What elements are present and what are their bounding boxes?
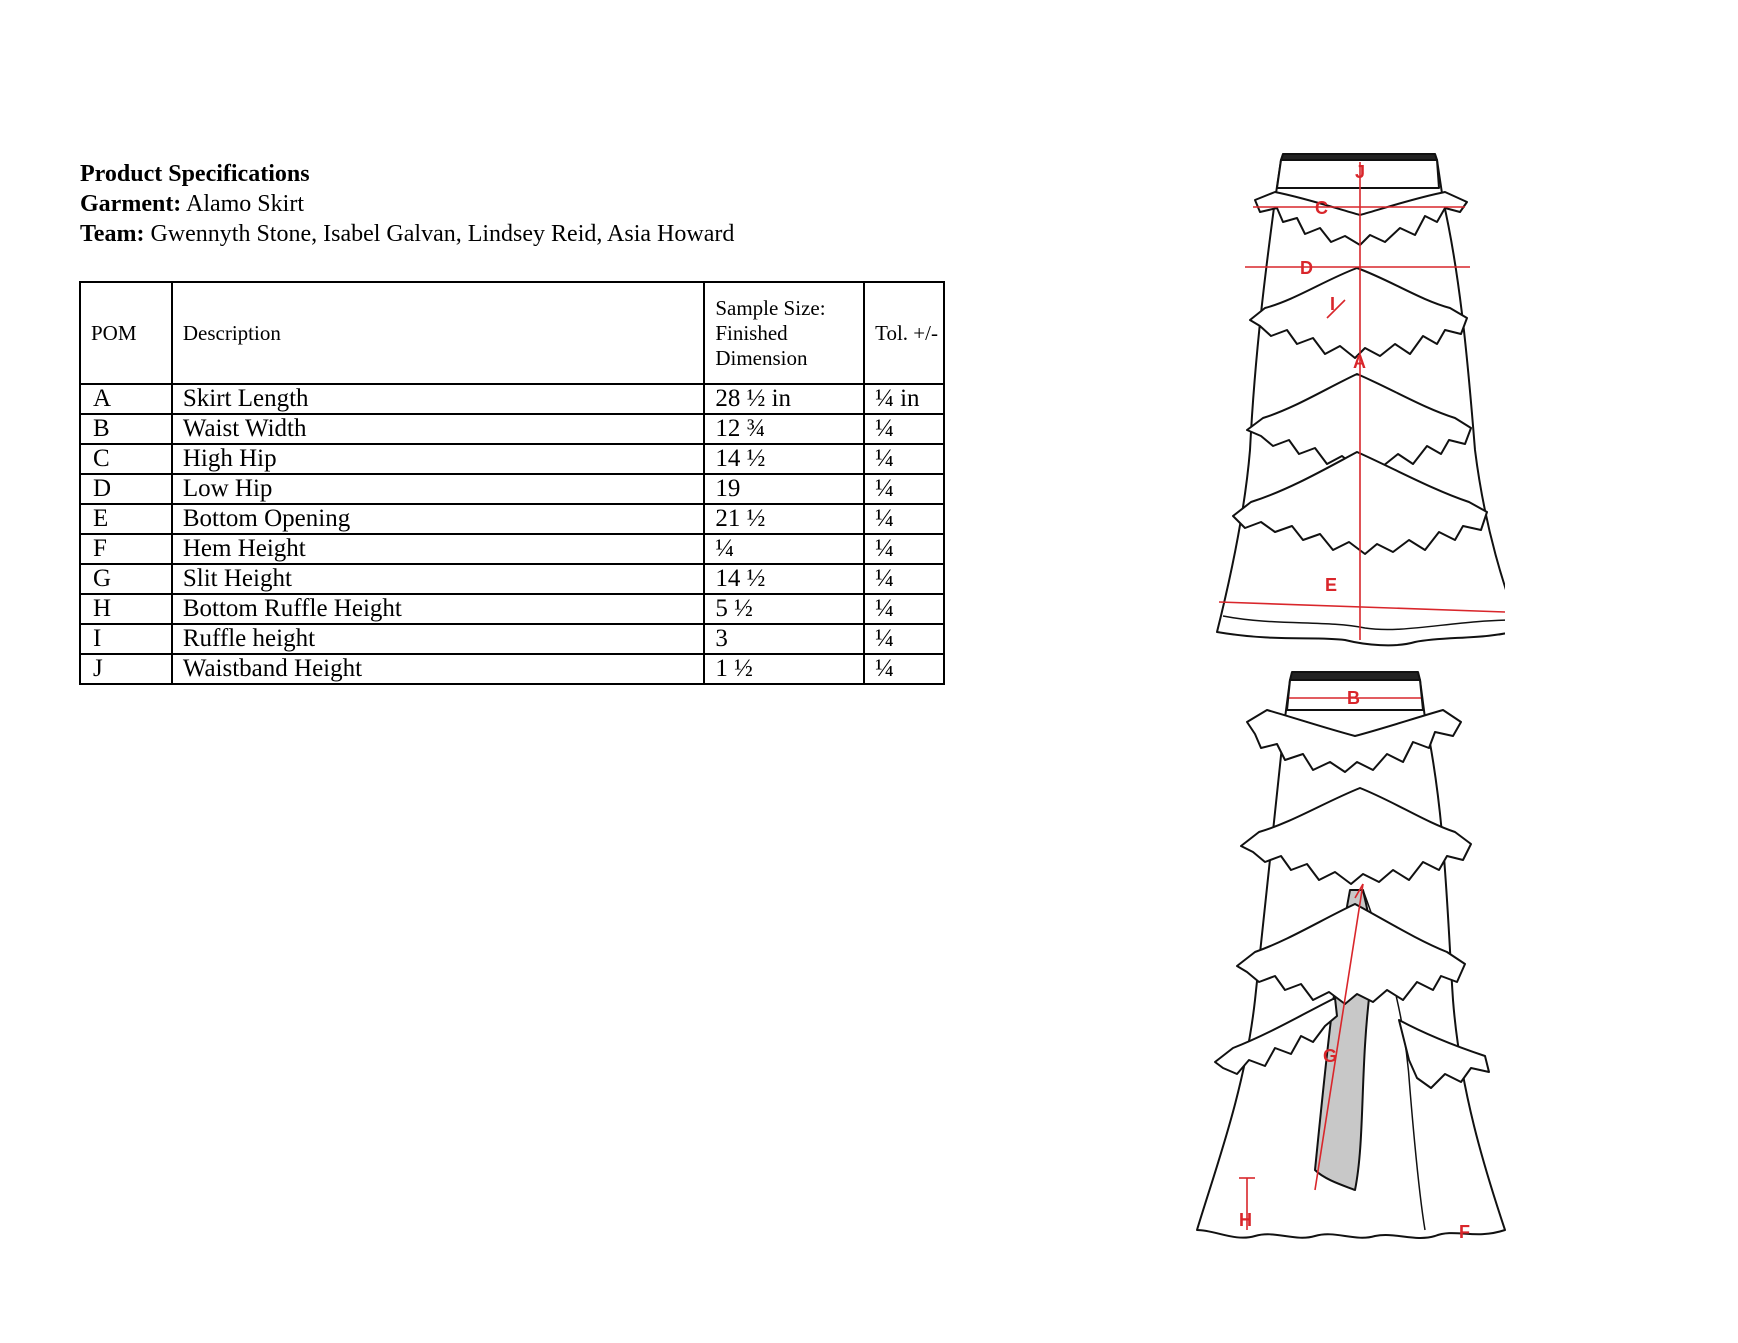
tol-cell: ¼: [864, 534, 944, 564]
spec-title: Product Specifications: [80, 161, 310, 187]
tol-cell: ¼: [864, 564, 944, 594]
label-A: A: [1353, 352, 1366, 372]
garment-value: Alamo Skirt: [185, 191, 304, 217]
tol-cell: ¼: [864, 624, 944, 654]
label-E: E: [1325, 575, 1338, 595]
description-cell: Ruffle height: [172, 624, 704, 654]
label-J: J: [1355, 162, 1366, 182]
table-header-row: [80, 282, 944, 384]
description-cell: Low Hip: [172, 474, 704, 504]
size-cell: 14 ½: [704, 444, 864, 474]
size-cell: 28 ½ in: [704, 384, 864, 414]
label-C: C: [1315, 198, 1328, 218]
table-row: [80, 624, 944, 654]
col-header-pom: POM: [80, 282, 172, 384]
pom-cell: G: [80, 564, 172, 594]
table-row: [80, 564, 944, 594]
pom-cell: H: [80, 594, 172, 624]
description-cell: Slit Height: [172, 564, 704, 594]
size-cell: 14 ½: [704, 564, 864, 594]
size-cell: 19: [704, 474, 864, 504]
pom-cell: I: [80, 624, 172, 654]
pom-cell: D: [80, 474, 172, 504]
size-cell: 5 ½: [704, 594, 864, 624]
size-cell: 12 ¾: [704, 414, 864, 444]
size-cell: 21 ½: [704, 504, 864, 534]
description-cell: Waistband Height: [172, 654, 704, 684]
back-skirt-sketch: [1185, 670, 1525, 1250]
tol-cell: ¼: [864, 444, 944, 474]
spec-header: [80, 159, 734, 249]
description-cell: Waist Width: [172, 414, 704, 444]
size-cell: ¼: [704, 534, 864, 564]
label-G: G: [1323, 1046, 1338, 1066]
description-cell: Hem Height: [172, 534, 704, 564]
pom-cell: E: [80, 504, 172, 534]
col-header-description: Description: [172, 282, 704, 384]
tol-cell: ¼: [864, 504, 944, 534]
table-row: [80, 384, 944, 414]
size-cell: 1 ½: [704, 654, 864, 684]
garment-line: Garment: Alamo Skirt: [80, 191, 304, 217]
col-header-sample-size: Sample Size: Finished Dimension: [704, 282, 864, 384]
label-H: H: [1239, 1210, 1252, 1230]
table-row: [80, 594, 944, 624]
table-row: [80, 504, 944, 534]
pom-cell: J: [80, 654, 172, 684]
col-header-tolerance: Tol. +/-: [864, 282, 944, 384]
label-B: B: [1347, 688, 1360, 708]
tol-cell: ¼: [864, 474, 944, 504]
description-cell: High Hip: [172, 444, 704, 474]
description-cell: Bottom Opening: [172, 504, 704, 534]
pom-cell: F: [80, 534, 172, 564]
table-row: [80, 534, 944, 564]
size-cell: 3: [704, 624, 864, 654]
tol-cell: ¼ in: [864, 384, 944, 414]
pom-cell: A: [80, 384, 172, 414]
pom-cell: C: [80, 444, 172, 474]
tol-cell: ¼: [864, 414, 944, 444]
table-row: [80, 474, 944, 504]
table-row: [80, 654, 944, 684]
team-line: Team: Gwennyth Stone, Isabel Galvan, Lindsey Reid, Asia Howard: [80, 221, 735, 247]
label-D: D: [1300, 258, 1313, 278]
pom-cell: B: [80, 414, 172, 444]
label-F: F: [1459, 1222, 1470, 1242]
label-I: I: [1330, 294, 1336, 314]
description-cell: Skirt Length: [172, 384, 704, 414]
table-row: [80, 414, 944, 444]
spec-table: [79, 281, 945, 685]
tol-cell: ¼: [864, 594, 944, 624]
team-value: Gwennyth Stone, Isabel Galvan, Lindsey Reid, Asia Howard: [150, 221, 735, 247]
front-skirt-sketch: [1205, 150, 1505, 650]
tol-cell: ¼: [864, 654, 944, 684]
table-row: [80, 444, 944, 474]
description-cell: Bottom Ruffle Height: [172, 594, 704, 624]
